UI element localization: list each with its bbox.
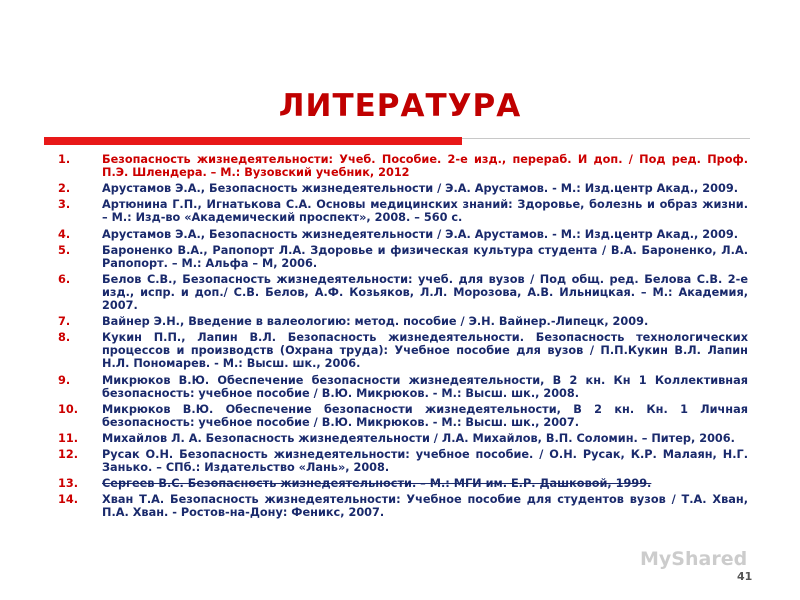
reference-item: [58, 448, 748, 474]
reference-item: [58, 477, 748, 490]
reference-item: [58, 182, 748, 195]
reference-number: 2.: [58, 182, 71, 196]
reference-text: Русак О.Н. Безопасность жизнедеятельности: учебное пособие. / О.Н. Русак, К.Р. Малаян, Н.Г. Занько. – СПб.: Издательство «Лань», 2008.: [102, 448, 748, 475]
reference-text: Безопасность жизнедеятельности: Учеб. Пособие. 2-е изд., перераб. И доп. / Под ред. Проф. П.Э. Шлендера. – М.: Вузовский учебник, 2012: [102, 153, 748, 179]
reference-item: [58, 493, 748, 519]
reference-text: Микрюков В.Ю. Обеспечение безопасности жизнедеятельности, В 2 кн. Кн. 1 Личная безопасность: учебное пособие / В.Ю. Микрюков. - М.: Высш. шк., 2007.: [102, 402, 748, 429]
reference-number: 1.: [58, 153, 71, 166]
reference-text: Арустамов Э.А., Безопасность жизнедеятельности / Э.А. Арустамов. - М.: Изд.центр Акад., 2009.: [102, 182, 738, 196]
reference-item: [58, 315, 748, 328]
reference-text: Хван Т.А. Безопасность жизнедеятельности: Учебное пособие для студентов вузов / Т.А. Хван, П.А. Хван. - Ростов-на-Дону: Феникс, 2007.: [102, 493, 748, 520]
reference-item: [58, 403, 748, 429]
reference-number: 4.: [58, 227, 71, 241]
reference-item: [58, 228, 748, 241]
reference-text: Бароненко В.А., Рапопорт Л.А. Здоровье и физическая культура студента / В.А. Бароненко, Л.А. Рапопорт. – М.: Альфа – М, 2006.: [102, 243, 748, 270]
reference-number: 10.: [58, 402, 79, 416]
reference-text: Белов С.В., Безопасность жизнедеятельности: учеб. для вузов / Под общ. ред. Белова С.В. 2-е изд., испр. и доп./ С.В. Белов, А.Ф. Козьяков, Л.Л. Морозова, А.В. Ильницкая. – М.: Академия, 2007.: [102, 272, 748, 312]
reference-text: Микрюков В.Ю. Обеспечение безопасности жизнедеятельности, В 2 кн. Кн 1 Коллективная безопасность: учебное пособие / В.Ю. Микрюков. - М.: Высш. шк., 2008.: [102, 373, 748, 400]
reference-number: 3.: [58, 198, 71, 212]
reference-text: Михайлов Л. А. Безопасность жизнедеятельности / Л.А. Михайлов, В.П. Соломин. – Питер, 2006.: [102, 431, 735, 445]
reference-list: [58, 153, 748, 523]
page-title: ЛИТЕРАТУРА: [278, 88, 522, 124]
reference-number: 6.: [58, 272, 71, 286]
reference-number: 13.: [58, 477, 79, 491]
reference-number: 12.: [58, 448, 79, 462]
reference-text: Вайнер Э.Н., Введение в валеологию: метод. пособие / Э.Н. Вайнер.-Липецк, 2009.: [102, 315, 649, 329]
reference-text: Сергеев В.С. Безопасность жизнедеятельности. – М.: МГИ им. Е.Р. Дашковой, 1999.: [102, 477, 652, 491]
page-number: 41: [737, 570, 753, 583]
reference-item: [58, 331, 748, 370]
reference-text: Арустамов Э.А., Безопасность жизнедеятельности / Э.А. Арустамов. - М.: Изд.центр Акад., 2009.: [102, 227, 738, 241]
reference-number: 11.: [58, 431, 79, 445]
reference-text: Кукин П.П., Лапин В.Л. Безопасность жизнедеятельности. Безопасность технологических процессов и производств (Охрана труда): Учебное пособие для вузов / П.П.Кукин В.Л. Лапин Н.Л. Пономарев. - М.: Высш. шк., 2006.: [102, 331, 748, 371]
reference-item: [58, 198, 748, 224]
reference-item: [58, 153, 748, 179]
reference-number: 5.: [58, 243, 71, 257]
title-accent-bar: [44, 137, 462, 145]
reference-item: [58, 244, 748, 270]
reference-number: 14.: [58, 493, 79, 507]
watermark: MyShared: [640, 548, 748, 570]
reference-text: Артюнина Г.П., Игнатькова С.А. Основы медицинских знаний: Здоровье, болезнь и образ жизни. – М.: Изд-во «Академический проспект», 2008. – 560 с.: [102, 198, 748, 225]
reference-number: 9.: [58, 373, 71, 387]
reference-number: 7.: [58, 315, 71, 329]
reference-item: [58, 374, 748, 400]
reference-item: [58, 273, 748, 312]
reference-item: [58, 432, 748, 445]
reference-number: 8.: [58, 331, 71, 345]
